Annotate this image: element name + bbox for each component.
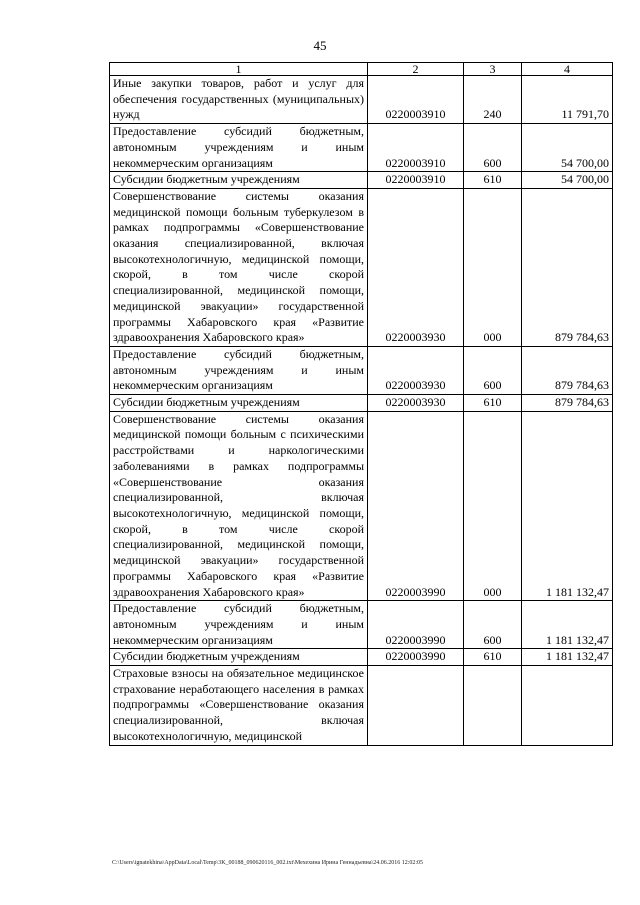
- row-amount: 879 784,63: [522, 188, 613, 346]
- row-target-code: 0220003990: [368, 649, 464, 666]
- row-description: Субсидии бюджетным учреждениям: [110, 172, 368, 189]
- row-expense-type: 000: [464, 188, 522, 346]
- table-row: [110, 188, 613, 346]
- row-target-code: 0220003910: [368, 172, 464, 189]
- row-expense-type: 610: [464, 649, 522, 666]
- row-description: Субсидии бюджетным учреждениям: [110, 395, 368, 412]
- column-header: 4: [522, 63, 613, 76]
- row-description: Субсидии бюджетным учреждениям: [110, 649, 368, 666]
- row-target-code: [368, 666, 464, 746]
- row-amount: 1 181 132,47: [522, 649, 613, 666]
- row-target-code: 0220003930: [368, 188, 464, 346]
- table-row: [110, 649, 613, 666]
- table-row: [110, 172, 613, 189]
- row-amount: 1 181 132,47: [522, 411, 613, 600]
- row-target-code: 0220003910: [368, 76, 464, 124]
- row-description: Иные закупки товаров, работ и услуг для обеспечения государственных (муниципальных) нужд: [110, 76, 368, 124]
- row-expense-type: 240: [464, 76, 522, 124]
- file-path-footer: C:\Users\ignatekhina\AppData\Local\Temp\3K_00188_090620116_002.txt\Мехехина Ирина Геннадьевна\24.06.2016 12:02:05: [112, 860, 424, 866]
- row-target-code: 0220003930: [368, 346, 464, 394]
- row-expense-type: 600: [464, 124, 522, 172]
- budget-table: [109, 62, 613, 746]
- row-amount: 879 784,63: [522, 395, 613, 412]
- table-row: [110, 346, 613, 394]
- row-amount: 11 791,70: [522, 76, 613, 124]
- row-expense-type: 610: [464, 172, 522, 189]
- row-description: Предоставление субсидий бюджетным, автономным учреждениям и иным некоммерческим организациям: [110, 124, 368, 172]
- table-row: [110, 76, 613, 124]
- row-expense-type: [464, 666, 522, 746]
- column-header: 3: [464, 63, 522, 76]
- row-amount: 879 784,63: [522, 346, 613, 394]
- column-header: 1: [110, 63, 368, 76]
- row-target-code: 0220003930: [368, 395, 464, 412]
- table-header-row: [110, 63, 613, 76]
- row-description: Совершенствование системы оказания медицинской помощи больным туберкулезом в рамках подпрограммы «Совершенствование оказания специализированной, включая высокотехнологичную, медицинской помощи, скорой, в том числе скорой специализированной, медицинской помощи, медицинской эвакуации» государственной программы Хабаровского края «Развитие здравоохранения Хабаровского края»: [110, 188, 368, 346]
- row-amount: 1 181 132,47: [522, 601, 613, 649]
- table-row: [110, 601, 613, 649]
- row-target-code: 0220003910: [368, 124, 464, 172]
- row-expense-type: 000: [464, 411, 522, 600]
- row-amount: 54 700,00: [522, 124, 613, 172]
- row-expense-type: 600: [464, 601, 522, 649]
- row-description: Предоставление субсидий бюджетным, автономным учреждениям и иным некоммерческим организациям: [110, 601, 368, 649]
- row-amount: 54 700,00: [522, 172, 613, 189]
- page-number: 45: [313, 38, 327, 53]
- row-expense-type: 600: [464, 346, 522, 394]
- row-expense-type: 610: [464, 395, 522, 412]
- row-description: Предоставление субсидий бюджетным, автономным учреждениям и иным некоммерческим организациям: [110, 346, 368, 394]
- row-description: Страховые взносы на обязательное медицинское страхование неработающего населения в рамках подпрограммы «Совершенствование оказания специализированной, включая высокотехнологичную, медицинской: [110, 666, 368, 746]
- table-row: [110, 395, 613, 412]
- row-target-code: 0220003990: [368, 601, 464, 649]
- row-description: Совершенствование системы оказания медицинской помощи больным с психическими расстройствами и наркологическими заболеваниями в рамках подпрограммы «Совершенствование оказания специализированной, включая высокотехнологичную, медицинской помощи, скорой, в том числе скорой специализированной, медицинской помощи, медицинской эвакуации» государственной программы Хабаровского края «Развитие здравоохранения Хабаровского края»: [110, 411, 368, 600]
- table-row: [110, 124, 613, 172]
- table-row: [110, 411, 613, 600]
- row-target-code: 0220003990: [368, 411, 464, 600]
- row-amount: [522, 666, 613, 746]
- column-header: 2: [368, 63, 464, 76]
- table-row: [110, 666, 613, 746]
